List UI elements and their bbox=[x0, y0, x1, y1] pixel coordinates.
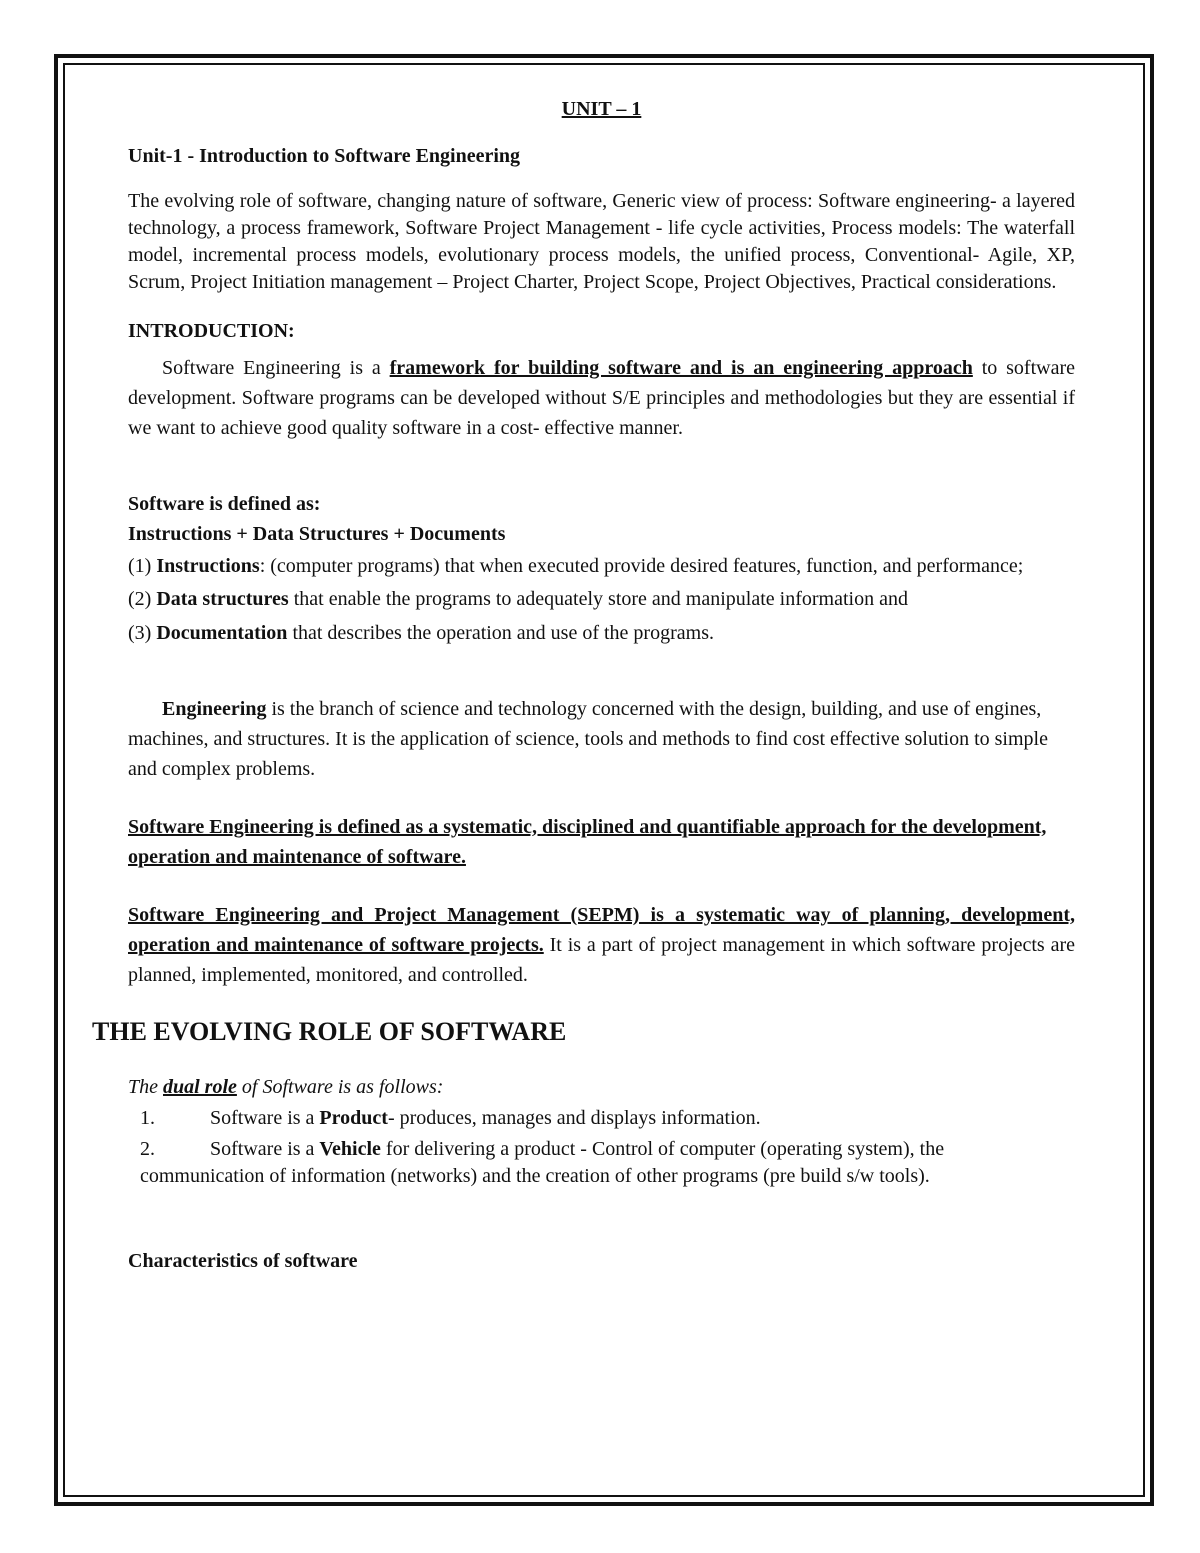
document-body bbox=[92, 96, 1075, 1275]
syllabus-paragraph: The evolving role of software, changing nature of software, Generic view of process: Software engineering- a layered technology, a process framework, Software Project Management - life cycle activities, Process models: The waterfall model, incremental process models, evolutionary process models, the unified process, Conventional- Agile, XP, Scrum, Project Initiation management – Project Charter, Project Scope, Project Objectives, Practical considerations. bbox=[128, 190, 1075, 293]
dual-role-emphasis: dual role bbox=[163, 1076, 237, 1098]
role-item-1-body bbox=[210, 1105, 1075, 1132]
role-item-2-num: 2. bbox=[140, 1138, 155, 1160]
intro-text-pre: Software Engineering is a bbox=[162, 357, 390, 379]
dual-role-pre: The bbox=[128, 1076, 163, 1098]
role-item-2 bbox=[140, 1136, 1075, 1163]
intro-text-post: to software development. Software programs can be developed without S/E principles and methodologies but they are essential if we want to achieve good quality software in a cost- effective manner. bbox=[128, 357, 1075, 439]
unit-title: UNIT – 1 bbox=[561, 98, 642, 120]
role-item-2-body bbox=[210, 1136, 1075, 1163]
definition-item-3-term: Documentation bbox=[156, 622, 288, 644]
intro-emphasis: framework for building software and is an engineering approach bbox=[389, 357, 973, 379]
sepm-emphasis: Software Engineering and Project Management (SEPM) is a systematic way of planning, development, operation and maintenance of software projects. bbox=[128, 904, 1075, 956]
role-item-2-term: Vehicle bbox=[319, 1138, 381, 1160]
role-item-1-text: - produces, manages and displays information. bbox=[387, 1107, 761, 1129]
software-defined-heading: Software is defined as: bbox=[128, 493, 321, 515]
role-item-1 bbox=[140, 1105, 1075, 1132]
dual-role-post: of Software is as follows: bbox=[236, 1076, 444, 1098]
role-item-1-num: 1. bbox=[140, 1107, 155, 1129]
introduction-paragraph bbox=[128, 353, 1075, 443]
se-definition: Software Engineering is defined as a systematic, disciplined and quantifiable approach for the development, operation and maintenance of software. bbox=[128, 816, 1047, 868]
role-item-2-text: for delivering a product - Control of computer (operating system), the bbox=[380, 1138, 945, 1160]
definition-item-1-text: : (computer programs) that when executed provide desired features, function, and performance; bbox=[259, 555, 1024, 577]
introduction-heading: INTRODUCTION: bbox=[128, 320, 295, 342]
characteristics-heading: Characteristics of software bbox=[128, 1250, 358, 1272]
definition-item-2-text: that enable the programs to adequately store and manipulate information and bbox=[288, 588, 908, 610]
software-formula: Instructions + Data Structures + Documents bbox=[128, 523, 506, 545]
engineering-term: Engineering bbox=[162, 698, 267, 720]
definition-item-3 bbox=[128, 618, 1075, 648]
role-item-2-continuation: communication of information (networks) and the creation of other programs (pre build s/w tools). bbox=[140, 1165, 930, 1187]
definition-item-3-num: (3) bbox=[128, 622, 157, 644]
definition-item-1-num: (1) bbox=[128, 555, 157, 577]
engineering-text: is the branch of science and technology concerned with the design, building, and use of engines, machines, and structures. It is the application of science, tools and methods to find cost effective solution to simple and complex problems. bbox=[128, 698, 1048, 780]
unit-subtitle: Unit-1 - Introduction to Software Engineering bbox=[128, 145, 521, 167]
definition-item-3-text: that describes the operation and use of the programs. bbox=[287, 622, 714, 644]
definition-item-2 bbox=[128, 584, 1075, 614]
role-item-1-term: Product bbox=[319, 1107, 388, 1129]
role-item-1-pre: Software is a bbox=[210, 1107, 320, 1129]
definition-item-2-num: (2) bbox=[128, 588, 157, 610]
sepm-text: It is a part of project management in which software projects are planned, implemented, monitored, and controlled. bbox=[128, 934, 1075, 986]
dual-role-line bbox=[128, 1074, 1075, 1101]
role-item-2-pre: Software is a bbox=[210, 1138, 320, 1160]
sepm-paragraph bbox=[128, 900, 1075, 990]
engineering-paragraph bbox=[128, 694, 1075, 784]
definition-item-1-term: Instructions bbox=[156, 555, 260, 577]
definition-item-2-term: Data structures bbox=[156, 588, 289, 610]
definition-item-1 bbox=[128, 553, 1075, 580]
evolving-role-heading: THE EVOLVING ROLE OF SOFTWARE bbox=[92, 1017, 567, 1046]
